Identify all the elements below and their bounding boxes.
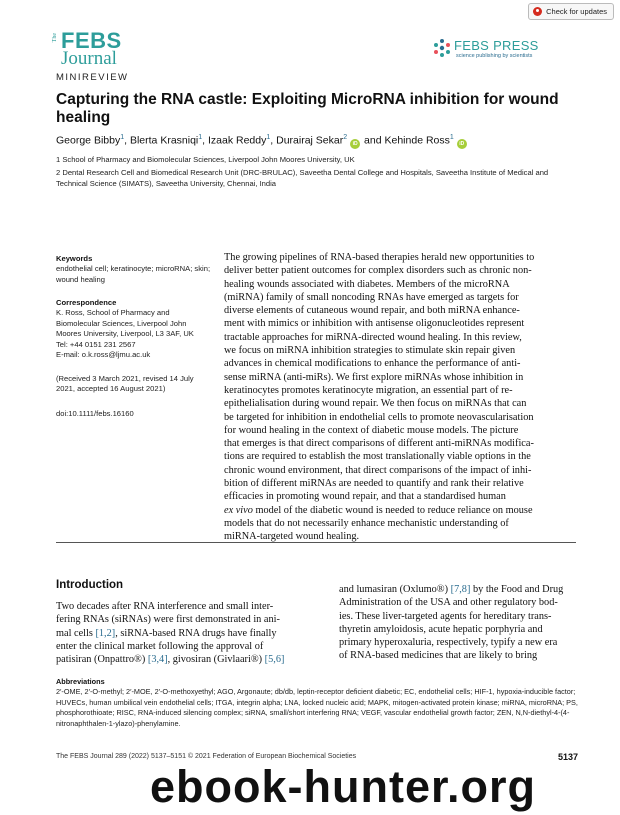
intro-column-2: and lumasiran (Oxlumo®) [7,8] by the Food and Drug Administration of the USA and other regulatory bod- ies. These liver-targeted agents for hereditary trans- thyretin amyloidosis, acute hepatic porphyria and primary hyperoxaluria, respectively, typify a new era of RNA-based medicines that are likely to bring — [339, 584, 564, 662]
article-type: MINIREVIEW — [56, 72, 129, 83]
intro-column-1: Two decades after RNA interference and small inter- fering RNAs (siRNAs) were first demonstrated in ani- mal cells [1,2], siRNA-based RNA drugs have finally enter the clinical market following the approval of patisiran (Onpattro®) [3,4], givosiran (Givlaari®) [5,6] — [56, 601, 285, 666]
press-name-2: PRESS — [493, 38, 539, 53]
citation-link[interactable]: [1,2] — [95, 627, 116, 639]
keywords-text: endothelial cell; keratinocyte; microRNA; skin; wound healing — [56, 264, 211, 284]
author[interactable]: George Bibby — [56, 134, 121, 147]
abbreviations-text: 2′-OME, 2′-O-methyl; 2′-MOE, 2′-O-methoxyethyl; AGO, Argonaute; db/db, leptin-receptor deficient diabetic; EC, endothelial cells; HIF-1, hypoxia-inducible factor; HUVECs, human umbilical vein endothelial cells; ITGA, integrin alpha; LNA, locked nucleic acid; MAPK, mitogen-activated protein kinase; miRNA, microRNA; PS, phosphorothioate; RISC, RNA-induced silencing complex; siRNA, small/short interfering RNA; VEGF, vascular endothelial growth factor; ZEN, N,N-diethyl-4-(4-nitronaphthalen-1-ylazo)-phenylamine. — [56, 687, 578, 728]
crossmark-icon — [533, 7, 542, 16]
author[interactable]: Durairaj Sekar — [276, 134, 344, 147]
author[interactable]: Kehinde Ross — [384, 134, 450, 147]
author[interactable]: Izaak Reddy — [208, 134, 267, 147]
journal-logo: The FEBS Journal — [52, 28, 122, 69]
watermark-text: ebook-hunter.org — [150, 761, 536, 812]
check-for-updates-label: Check for updates — [546, 7, 607, 16]
keywords-block — [56, 254, 216, 285]
author[interactable]: Blerta Krasniqi — [129, 134, 199, 147]
citation-link[interactable]: [7,8] — [450, 584, 471, 595]
article-title: Capturing the RNA castle: Exploiting MicroRNA inhibition for wound healing — [56, 91, 559, 126]
correspondence-heading: Correspondence — [56, 298, 117, 307]
doi-link[interactable]: doi:10.1111/febs.16160 — [56, 409, 134, 418]
abbreviations-heading: Abbreviations — [56, 677, 105, 686]
received-dates: (Received 3 March 2021, revised 14 July 2021, accepted 16 August 2021) — [56, 374, 194, 394]
affiliation: 2 Dental Research Cell and Biomedical Research Unit (DRC-BRULAC), Saveetha Dental College and Hospitals, Saveetha Institute of Medical and Technical Science (SIMATS), Saveetha University, Chennai, India — [56, 168, 549, 188]
section-divider — [56, 542, 576, 543]
email-link[interactable]: E-mail: o.k.ross@ljmu.ac.uk — [56, 350, 151, 360]
citation-link[interactable]: [3,4] — [147, 654, 168, 666]
author-list: George Bibby$^1$, Blerta Krasniqi$^1$, Izaak Reddy$^1$, Durairaj Sekar$^2$iD and Kehinde Ross$^1$iD — [56, 131, 586, 149]
correspondence-block: Correspondence K. Ross, School of Pharmacy and Biomolecular Sciences, Liverpool John Moores University, Liverpool, L3 3AF, UK Tel: +44 0151 231 2567 E-mail: o.k.ross@ljmu.ac.uk — [56, 298, 216, 360]
abstract: The growing pipelines of RNA-based therapies herald new opportunities to deliver better patient outcomes for complex disorders such as chronic non- healing wounds associated with diabetes. Members of the microRNA (miRNA) family of small noncoding RNAs have emerged as targets for diverse elements of cutaneous wound repair, and both miRNA enhance- ment with mimics or inhibition with antisense oligonucleotides represent tractable approaches for miRNA-directed wound healing. In this review, we focus on miRNA inhibition strategies to stimulate skin repair given advances in chemical modifications to enhance the performance of anti- sense miRNA (anti-miRs). We first explore miRNAs whose inhibition in keratinocytes promotes keratinocyte migration, an essential part of re- epithelialisation during wound repair. We then focus on miRNAs that can be targeted for inhibition in endothelial cells to promote neovascularisation for wound healing in the context of diabetic mouse models. The picture that emerges is that direct comparisons of different anti-miRNAs modifica- tions are required to establish the most translationally viable options in the chronic wound environment, that direct comparisons of the impact of inhi- bition of different miRNAs are needed to quantify and rank their relative efficacies in promoting wound repair, and that a standardised human ex vivo model of the diabetic wound is needed to reduce reliance on mouse models that do not necessarily enhance mechanistic understanding of miRNA-targeted wound healing. — [224, 252, 535, 543]
page-footer — [56, 753, 578, 760]
orcid-icon[interactable]: iD — [457, 139, 467, 149]
press-name: FEBS — [454, 38, 490, 53]
page-number: 5137 — [557, 752, 578, 762]
orcid-icon[interactable]: iD — [350, 139, 360, 149]
keywords-heading: Keywords — [56, 254, 93, 263]
abbreviations-block — [56, 677, 578, 729]
check-for-updates-button[interactable] — [528, 3, 614, 20]
citation-link[interactable]: [5,6] — [264, 654, 285, 666]
footer-citation: The FEBS Journal 289 (2022) 5137–5151 © 2021 Federation of European Biochemical Societies — [56, 753, 357, 760]
intro-heading: Introduction — [56, 579, 124, 591]
press-tagline: science publishing by scientists — [456, 53, 533, 59]
febs-press-dots-icon — [432, 38, 452, 58]
febs-press-logo — [432, 38, 572, 62]
affiliation: 1 School of Pharmacy and Biomolecular Sciences, Liverpool John Moores University, UK — [56, 155, 355, 164]
